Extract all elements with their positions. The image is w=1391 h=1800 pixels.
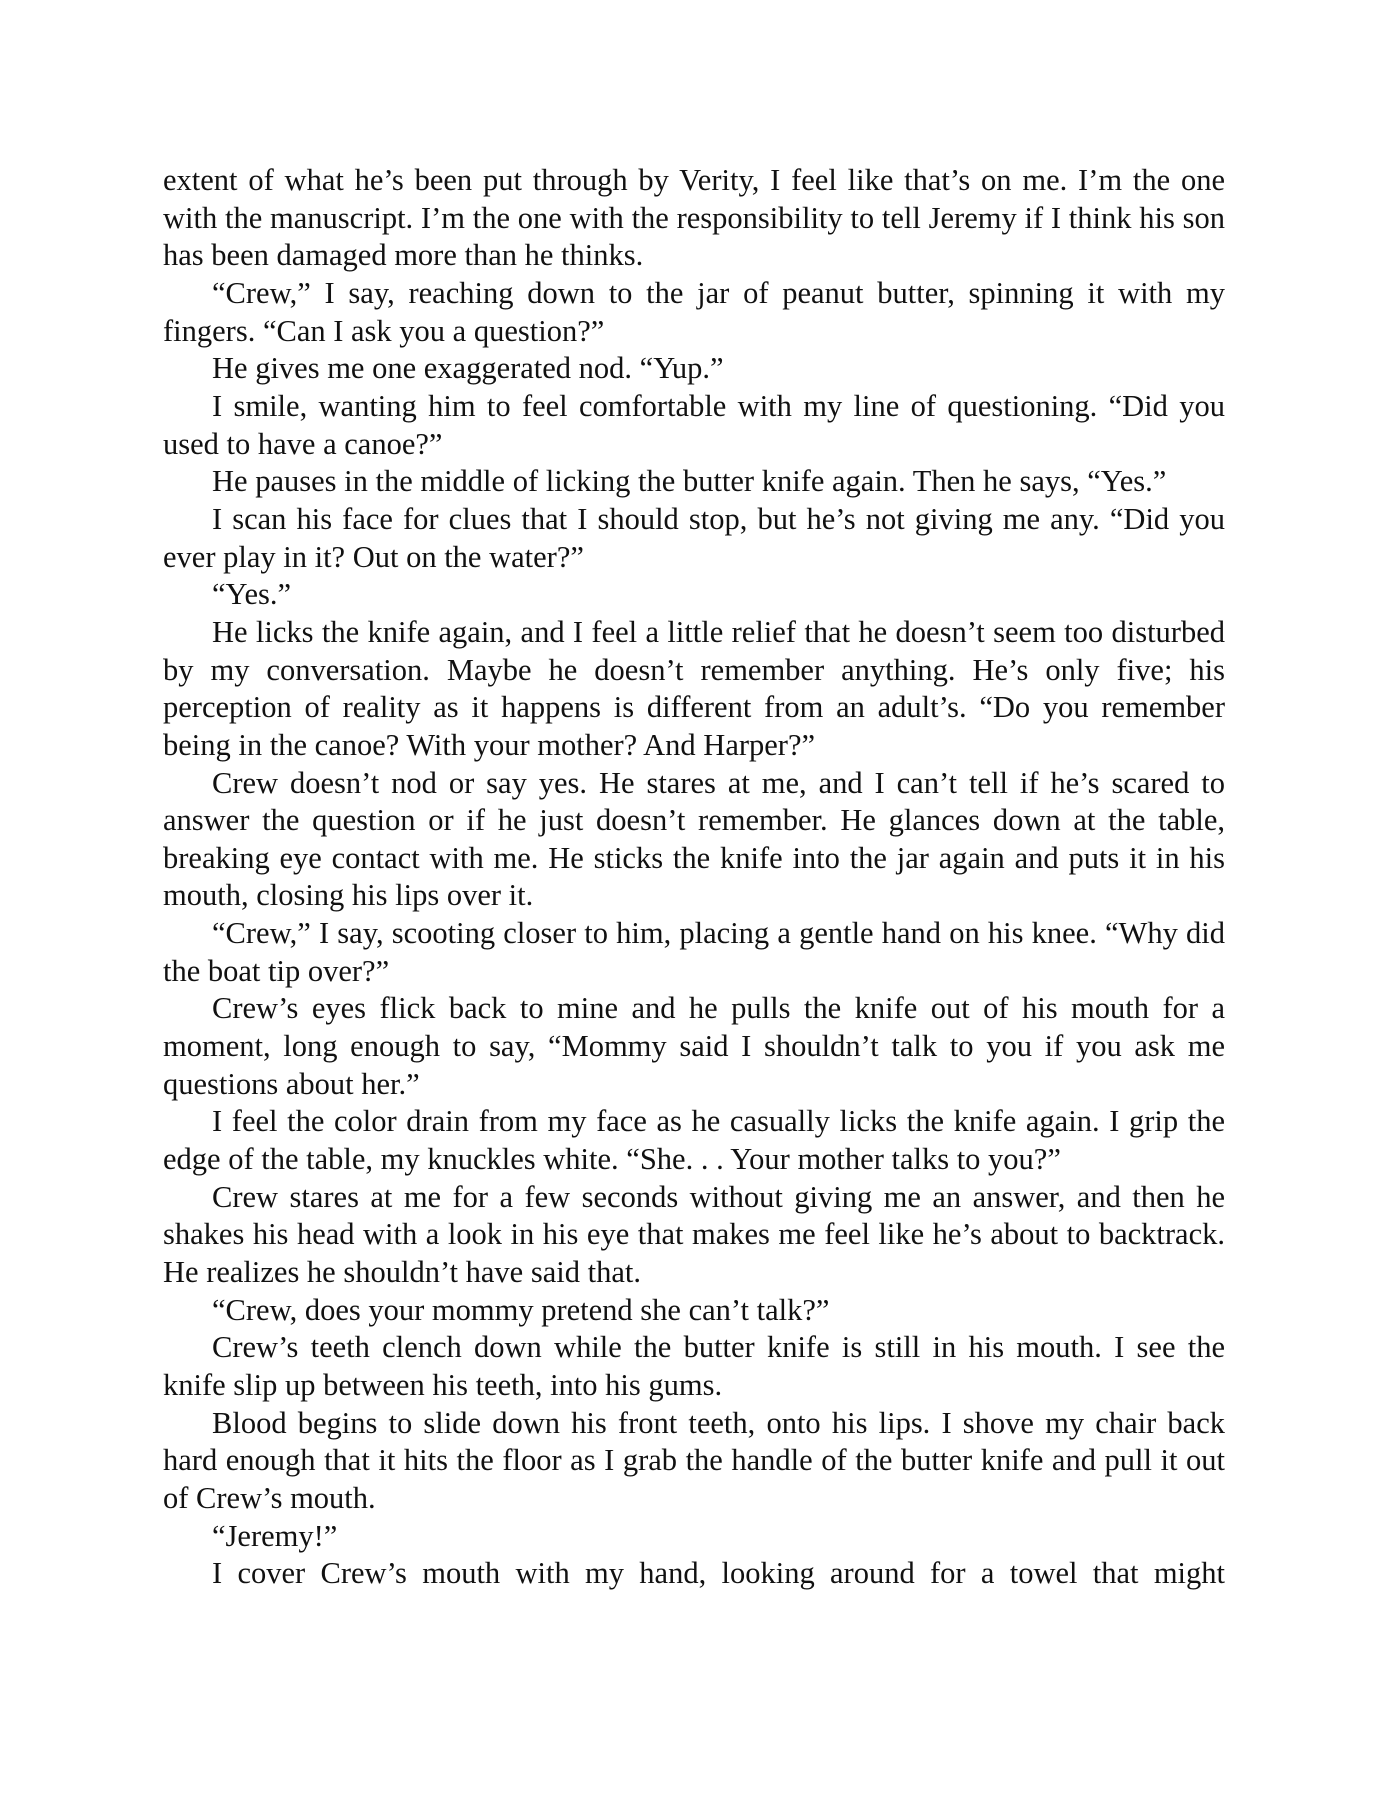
paragraph: I smile, wanting him to feel comfortable with my line of questioning. “Did you used to have a canoe?” — [163, 388, 1225, 461]
paragraph: Crew’s eyes flick back to mine and he pulls the knife out of his mouth for a moment, long enough to say, “Mommy said I shouldn’t talk to you if you ask me questions about her.” — [163, 991, 1225, 1101]
paragraph: Crew stares at me for a few seconds without giving me an answer, and then he shakes his head with a look in his eye that makes me feel like he’s about to backtrack. He realizes he shouldn’t have said that. — [163, 1179, 1225, 1290]
paragraph-continued: extent of what he’s been put through by Verity, I feel like that’s on me. I’m the one with the manuscript. I’m the one with the responsibility to tell Jeremy if I think his son has been damaged more than he thinks. — [163, 163, 1225, 273]
paragraph: “Crew,” I say, reaching down to the jar of peanut butter, spinning it with my fingers. “Can I ask you a question?” — [163, 275, 1225, 348]
paragraph: Crew’s teeth clench down while the butter knife is still in his mouth. I see the knife slip up between his teeth, into his gums. — [163, 1330, 1225, 1402]
paragraph: “Jeremy!” — [212, 1518, 338, 1553]
paragraph: He licks the knife again, and I feel a little relief that he doesn’t seem too disturbed by my conversation. Maybe he doesn’t remember anything. He’s only five; his perception of reality as it happens is different from an adult’s. “Do you remember being in the canoe? With your mother? And Harper?” — [163, 614, 1225, 762]
book-page-body — [163, 162, 1225, 1593]
paragraph: Blood begins to slide down his front teeth, onto his lips. I shove my chair back hard enough that it hits the floor as I grab the handle of the butter knife and pull it out of Crew’s mouth. — [163, 1405, 1225, 1515]
paragraph: He pauses in the middle of licking the butter knife again. Then he says, “Yes.” — [212, 464, 1167, 499]
paragraph: I feel the color drain from my face as he casually licks the knife again. I grip the edge of the table, my knuckles white. “She. . . Your mother talks to you?” — [163, 1104, 1225, 1177]
paragraph: Crew doesn’t nod or say yes. He stares at me, and I can’t tell if he’s scared to answer the question or if he just doesn’t remember. He glances down at the table, breaking eye contact with me. He sticks the knife into the jar again and puts it in his mouth, closing his lips over it. — [163, 765, 1225, 913]
paragraph-continues-next-page: I cover Crew’s mouth with my hand, looking around for a towel that might — [212, 1556, 1225, 1591]
paragraph: I scan his face for clues that I should stop, but he’s not giving me any. “Did you ever play in it? Out on the water?” — [163, 501, 1225, 574]
paragraph: “Crew, does your mommy pretend she can’t talk?” — [212, 1292, 830, 1327]
paragraph: “Yes.” — [212, 577, 292, 612]
paragraph: “Crew,” I say, scooting closer to him, placing a gentle hand on his knee. “Why did the boat tip over?” — [163, 916, 1225, 988]
paragraph: He gives me one exaggerated nod. “Yup.” — [212, 351, 724, 386]
